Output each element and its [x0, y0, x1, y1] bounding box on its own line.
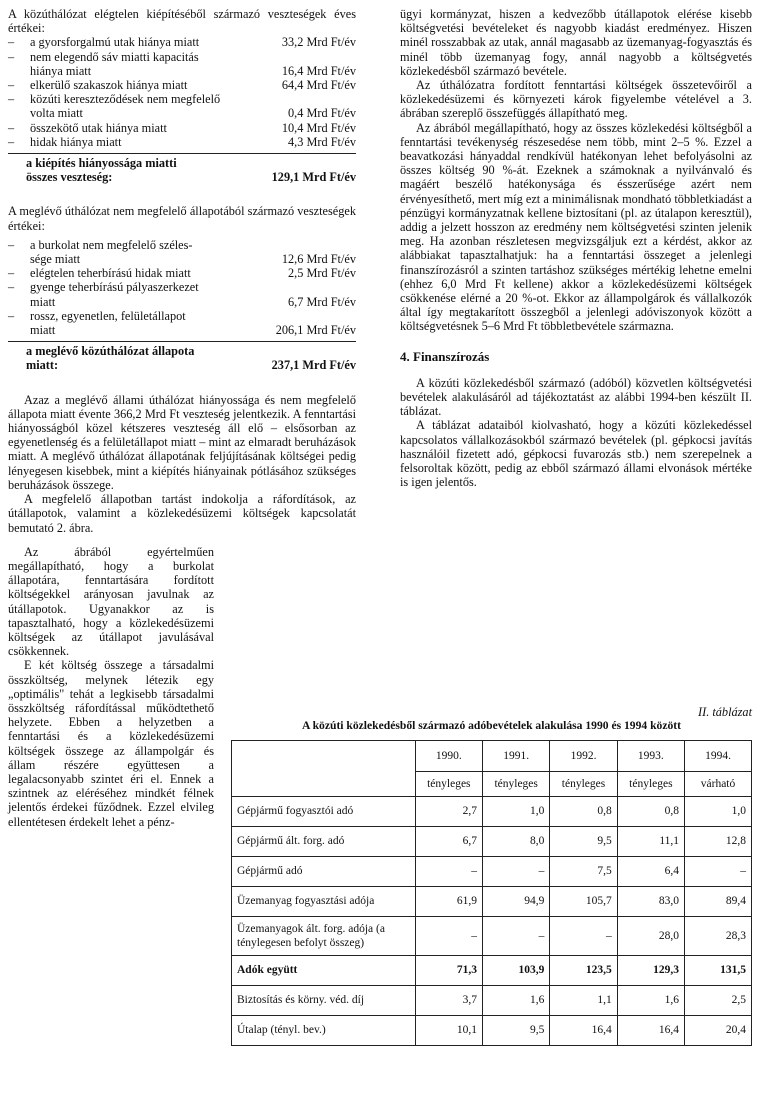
list-item: – közúti kereszteződések nem megfelelő volta miatt 0,4 Mrd Ft/év: [8, 92, 356, 121]
year-header: 1990.: [415, 741, 482, 772]
paragraph: A megfelelő állapotban tartást indokolja a ráfordítások, az útállapotok, valamint a közlekedésüzemi költségek kapcsolatát bemutató 2. ábra.: [8, 492, 356, 535]
table-row: Gépjármű fogyasztói adó 2,7 1,0 0,8 0,8 1,0: [232, 797, 752, 827]
right-column: [400, 7, 752, 490]
paragraph: A táblázat adataiból kiolvasható, hogy a közúti közlekedéssel kapcsolatos vállalkozásokból származó bevételek (pl. gépkocsi javítás használóil fizetett adó, gépkocsi fuvarozás stb.) nem szerepelnek a felsoroltak között, pedig az ebből származó állami elvonások mértéke is igen jelentős.: [400, 418, 752, 490]
section1-title: A közúthálózat elégtelen kiépítéséből származó veszteségek éves értékei:: [8, 7, 356, 36]
year-header: 1993.: [617, 741, 684, 772]
list-item: – nem elegendő sáv miatti kapacitás hiánya miatt 16,4 Mrd Ft/év: [8, 49, 356, 78]
list-item: – rossz, egyenetlen, felületállapot miatt 206,1 Mrd Ft/év: [8, 308, 356, 338]
paragraph: Az úthálózatra fordított fenntartási költségek összetevőiről a közlekedésüzemi és környezeti károk figyelembe vételével a 3. ábrában szereplő összefüggés állapítható meg.: [400, 78, 752, 121]
paragraph: Az ábrából megállapítható, hogy az összes közlekedési költségből a fenntartási tevékenység részesedése nem több, mint 2–5 %. Ezzel a beavatkozási hányaddal rendkívül hatékonyan lehet befolyásolni az összes költség 90 %-át. Ezeknek a számoknak a nyilvánvaló és magáért beszélő hatékonysága és ésszerűsége azért nem érvényesíthető, mert míg ezt a minimálisnak mondható többletkiadást a pénzügyi kormányzatnak kellene biztosítani (pl. az útalapon keresztül), addig a jelzett hosszon az eredmény nem költségvetési szinten jelenik meg. Ha azonban részletesen megvizsgáljuk ezt a kérdést, akkor az alábbiakat tapasztalhatjuk: ha a fenntartási összeget a jelenlegi finanszírozásról a szinten tartáshoz szükséges mértékig lehetne emelni (ehhez 6,0 Mrd Ft kellene) akkor a közlekedésüzemi költségek csökkenése elérné a 20 %-ot. Ekkor az állampolgárok és vállalkozók által így megtakarított összegből a jelenlegi adóviszonyok között a költségvetésnek 5–6 Mrd Ft többletbevétele származna.: [400, 120, 752, 334]
table-header-row: [232, 741, 752, 772]
year-header: 1991.: [483, 741, 550, 772]
table-row-total: Adók együtt 71,3 103,9 123,5 129,3 131,5: [232, 956, 752, 986]
table-row: Biztosítás és körny. véd. díj 3,7 1,6 1,1 1,6 2,5: [232, 986, 752, 1016]
paragraph: Az ábrából egyértelműen megállapítható, hogy a burkolat állapotára, fenntartására fordított költségekkel arányosan javulnak az útállapotok. Ugyanakkor az is tapasztalható, hogy a közlekedésüzemi költségek az útállapot javulásával csökkennek.: [8, 544, 214, 659]
list-item: – összekötő utak hiánya miatt 10,4 Mrd Ft/év: [8, 120, 356, 135]
paragraph: E két költség összege a társadalmi összköltség, melynek létezik egy „optimális" tehát a legkisebb társadalmi összköltség ráfordítással működtethető helyzete. Ebben a helyzetben a fenntartási és a közlekedésüzemi költségek összege az állampolgár és állam részére együttesen a legalacsonyabb szintet éri el. Ennek a szintnek az eléréséhez mindkét félnek jelentős érdekei fűződnek. Ezzel elvileg ellentétesen érdekelt lehet a pénz-: [8, 658, 214, 829]
section2-title: A meglévő úthálózat nem megfelelő állapotából származó veszteségek értékei:: [8, 204, 356, 233]
paragraph: A közúti közlekedésből származó (adóból) közvetlen költségvetési bevételek alakulásáról ad tájékoztatást az alábbi 1994-ben készült II. táblázat.: [400, 375, 752, 419]
table-title: A közúti közlekedésből származó adóbevételek alakulása 1990 és 1994 között: [301, 719, 682, 733]
list-item: – a burkolat nem megfelelő széles- sége miatt 12,6 Mrd Ft/év: [8, 237, 356, 267]
year-header: 1994.: [685, 741, 752, 772]
divider: [8, 153, 356, 154]
list-item: – a gyorsforgalmú utak hiánya miatt 33,2 Mrd Ft/év: [8, 35, 356, 50]
section2-total: a meglévő közúthálózat állapota miatt: 237,1 Mrd Ft/év: [26, 344, 356, 373]
list-item: – elégtelen teherbírású hidak miatt 2,5 Mrd Ft/év: [8, 266, 356, 281]
table-row: Gépjármű ált. forg. adó 6,7 8,0 9,5 11,1 12,8: [232, 827, 752, 857]
list-item: – elkerülő szakaszok hiánya miatt 64,4 Mrd Ft/év: [8, 78, 356, 93]
table-subheader-row: tényleges tényleges tényleges tényleges várható: [232, 772, 752, 797]
table-number: II. táblázat: [698, 705, 752, 719]
section1-total: a kiépítés hiányossága miatti összes veszteség: 129,1 Mrd Ft/év: [26, 156, 356, 185]
table-caption: [231, 705, 752, 733]
table-row: Útalap (tényl. bev.) 10,1 9,5 16,4 16,4 20,4: [232, 1016, 752, 1046]
list-item: – hidak hiánya miatt 4,3 Mrd Ft/év: [8, 134, 356, 149]
tax-revenue-table: [231, 740, 752, 1046]
table-row: Gépjármű adó – – 7,5 6,4 –: [232, 857, 752, 887]
table-row: Üzemanyagok ált. forg. adója (a ténylegesen befolyt összeg) – – – 28,0 28,3: [232, 917, 752, 956]
list-item: – gyenge teherbírású pályaszerkezet miatt 6,7 Mrd Ft/év: [8, 280, 356, 309]
divider: [8, 341, 356, 342]
section-heading: 4. Finanszírozás: [400, 348, 490, 364]
paragraph: ügyi kormányzat, hiszen a kedvezőbb útállapotok elérése kisebb költségvetési bevételeket és nagyobb kiadást eredményez. Hiszen minél rosszabbak az utak, annál magasabb az üzemanyag-fogyasztás és minél több üzemanyag fogy, annál nagyobb a költségvetés közlekedésből származó bevétele.: [400, 7, 752, 78]
paragraph: Azaz a meglévő állami úthálózat hiányossága és nem megfelelő állapota miatt évente 366,2 Mrd Ft veszteség jelentkezik. A fenntartási hiányosságból közel kétszeres veszteség áll elő – elsősorban az egyenetlenség és a felületállapot miatt – mint az elmaradt beruházások miatt. A meglévő úthálózat állapotának feljújításának költségei pedig lényegesen kisebbek, mint a kiépítés hiányainak pótlásához szükséges beruházások összege.: [8, 392, 356, 492]
table-row: Üzemanyag fogyasztási adója 61,9 94,9 105,7 83,0 89,4: [232, 887, 752, 917]
year-header: 1992.: [550, 741, 617, 772]
